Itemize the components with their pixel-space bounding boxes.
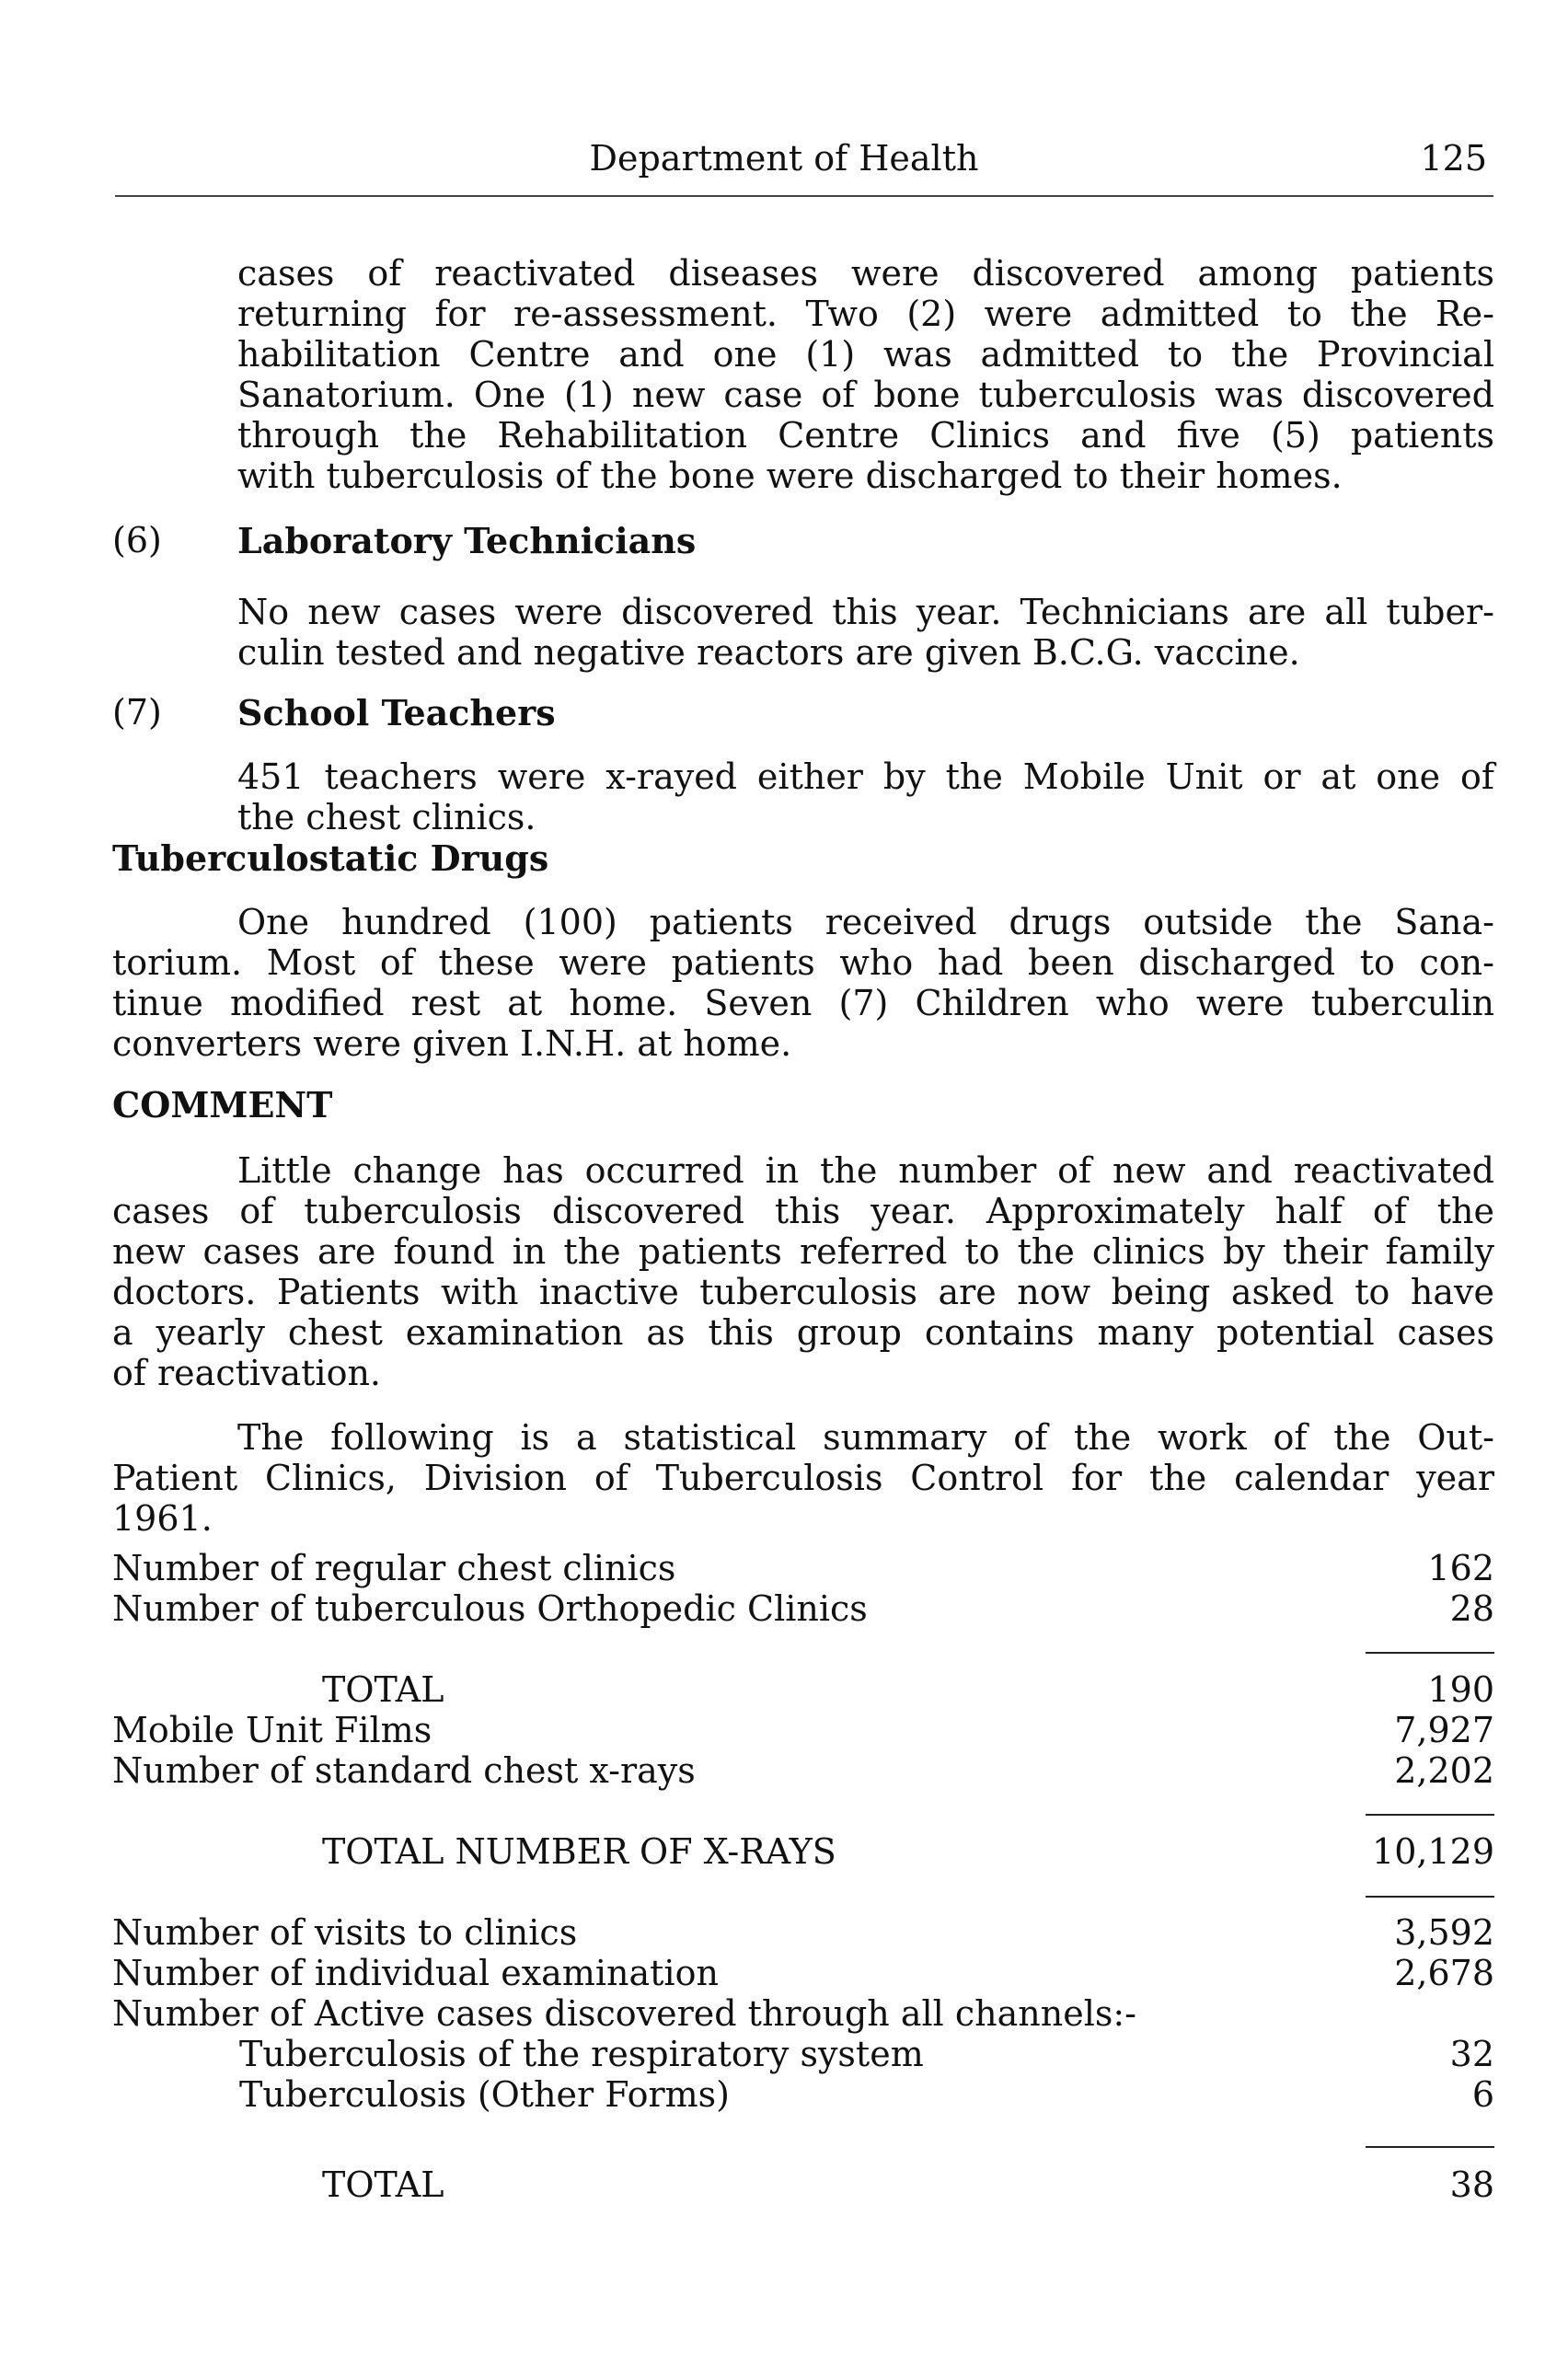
paragraph-line: The following is a statistical summary of the work of the Out-	[237, 1417, 1494, 1458]
stat-value: 190	[1427, 1669, 1494, 1710]
stat-row-active-cases-heading	[112, 1993, 1494, 2034]
stat-value: 6	[1471, 2074, 1494, 2115]
paragraph-line: with tuberculosis of the bone were discharged to their homes.	[237, 456, 1343, 496]
paragraph-line: new cases are found in the patients referred to the clinics by their family	[112, 1231, 1494, 1272]
summary-intro-paragraph	[112, 1417, 1494, 1539]
paragraph-line: One hundred (100) patients received drugs outside the Sana-	[237, 902, 1494, 942]
stat-value: 2,678	[1394, 1953, 1494, 1993]
paragraph-line: 451 teachers were x-rayed either by the Mobile Unit or at one of	[237, 756, 1494, 797]
paragraph-line: cases of reactivated diseases were discovered among patients	[237, 253, 1494, 294]
stat-label: Number of regular chest clinics	[112, 1548, 676, 1588]
stat-value: 10,129	[1372, 1831, 1494, 1872]
stat-row-mobile-films	[112, 1710, 1494, 1750]
stat-value: 3,592	[1394, 1912, 1494, 1953]
paragraph-line: through the Rehabilitation Centre Clinics and five (5) patients	[237, 415, 1494, 456]
section-6-paragraph	[237, 592, 1494, 673]
stat-label: Number of visits to clinics	[112, 1912, 578, 1953]
stat-label: Tuberculosis of the respiratory system	[239, 2034, 924, 2074]
stat-value: 2,202	[1394, 1750, 1494, 1791]
header-divider	[115, 195, 1493, 197]
stat-total-label: TOTAL NUMBER OF X-RAYS	[322, 1831, 836, 1872]
paragraph-line: returning for re-assessment. Two (2) were admitted to the Re-	[237, 294, 1494, 334]
intro-paragraph	[237, 253, 1494, 496]
subtotal-rule	[1366, 1814, 1494, 1816]
stat-row-regular-clinics	[112, 1548, 1494, 1588]
subtotal-rule	[1366, 2146, 1494, 2148]
section-7-paragraph	[237, 756, 1494, 837]
paragraph-line: No new cases were discovered this year. Technicians are all tuber-	[237, 592, 1494, 632]
paragraph-line: Little change has occurred in the number of new and reactivated	[237, 1150, 1494, 1191]
paragraph-line: a yearly chest examination as this group contains many potential cases	[112, 1312, 1494, 1353]
stat-row-individual-exam	[112, 1953, 1494, 1993]
section-7-heading: School Teachers	[237, 692, 556, 733]
section-6-number: (6)	[112, 520, 162, 560]
paragraph-line: habilitation Centre and one (1) was admitted to the Provincial	[237, 334, 1494, 375]
section-7-number: (7)	[112, 692, 162, 733]
stat-row-other-forms	[112, 2074, 1494, 2115]
comment-paragraph	[112, 1150, 1494, 1393]
stat-total-label: TOTAL	[322, 2164, 444, 2205]
stat-row-respiratory	[112, 2034, 1494, 2074]
stat-value: 32	[1449, 2034, 1494, 2074]
stat-label: Number of Active cases discovered through all channels:-	[112, 1993, 1137, 2034]
paragraph-line: of reactivation.	[112, 1353, 382, 1393]
stat-row-total-xrays	[112, 1831, 1494, 1872]
stat-value: 7,927	[1394, 1710, 1494, 1750]
stat-value: 28	[1449, 1588, 1494, 1629]
paragraph-line: torium. Most of these were patients who had been discharged to con-	[112, 942, 1494, 983]
drugs-paragraph	[112, 902, 1494, 1064]
stat-value: 38	[1449, 2164, 1494, 2205]
paragraph-line: doctors. Patients with inactive tuberculosis are now being asked to have	[112, 1272, 1494, 1312]
subtotal-rule	[1366, 1652, 1494, 1654]
paragraph-line: 1961.	[112, 1498, 213, 1539]
paragraph-line: Sanatorium. One (1) new case of bone tuberculosis was discovered	[237, 375, 1494, 415]
subtotal-rule	[1366, 1896, 1494, 1898]
page-number: 125	[1420, 138, 1487, 179]
drugs-heading: Tuberculostatic Drugs	[112, 837, 549, 879]
paragraph-line: cases of tuberculosis discovered this year. Approximately half of the	[112, 1191, 1494, 1231]
paragraph-line: Patient Clinics, Division of Tuberculosis Control for the calendar year	[112, 1458, 1494, 1498]
stat-row-ortho-clinics	[112, 1588, 1494, 1629]
paragraph-line: tinue modified rest at home. Seven (7) Children who were tuberculin	[112, 983, 1494, 1023]
stat-label: Number of individual examination	[112, 1953, 719, 1993]
section-6-heading: Laboratory Technicians	[237, 520, 697, 561]
paragraph-line: converters were given I.N.H. at home.	[112, 1023, 792, 1064]
paragraph-line: the chest clinics.	[237, 797, 536, 837]
stat-value: 162	[1427, 1548, 1494, 1588]
stat-row-total-clinics	[112, 1669, 1494, 1710]
stat-label: Tuberculosis (Other Forms)	[239, 2074, 730, 2115]
stat-total-label: TOTAL	[322, 1669, 444, 1710]
stat-row-visits	[112, 1912, 1494, 1953]
running-header-title: Department of Health	[589, 138, 979, 179]
stat-label: Number of standard chest x-rays	[112, 1750, 696, 1791]
stat-label: Mobile Unit Films	[112, 1710, 432, 1750]
stat-row-standard-xrays	[112, 1750, 1494, 1791]
stat-label: Number of tuberculous Orthopedic Clinics	[112, 1588, 868, 1629]
paragraph-line: culin tested and negative reactors are given B.C.G. vaccine.	[237, 632, 1300, 673]
comment-heading: COMMENT	[112, 1084, 333, 1125]
stat-row-total-cases	[112, 2164, 1494, 2205]
